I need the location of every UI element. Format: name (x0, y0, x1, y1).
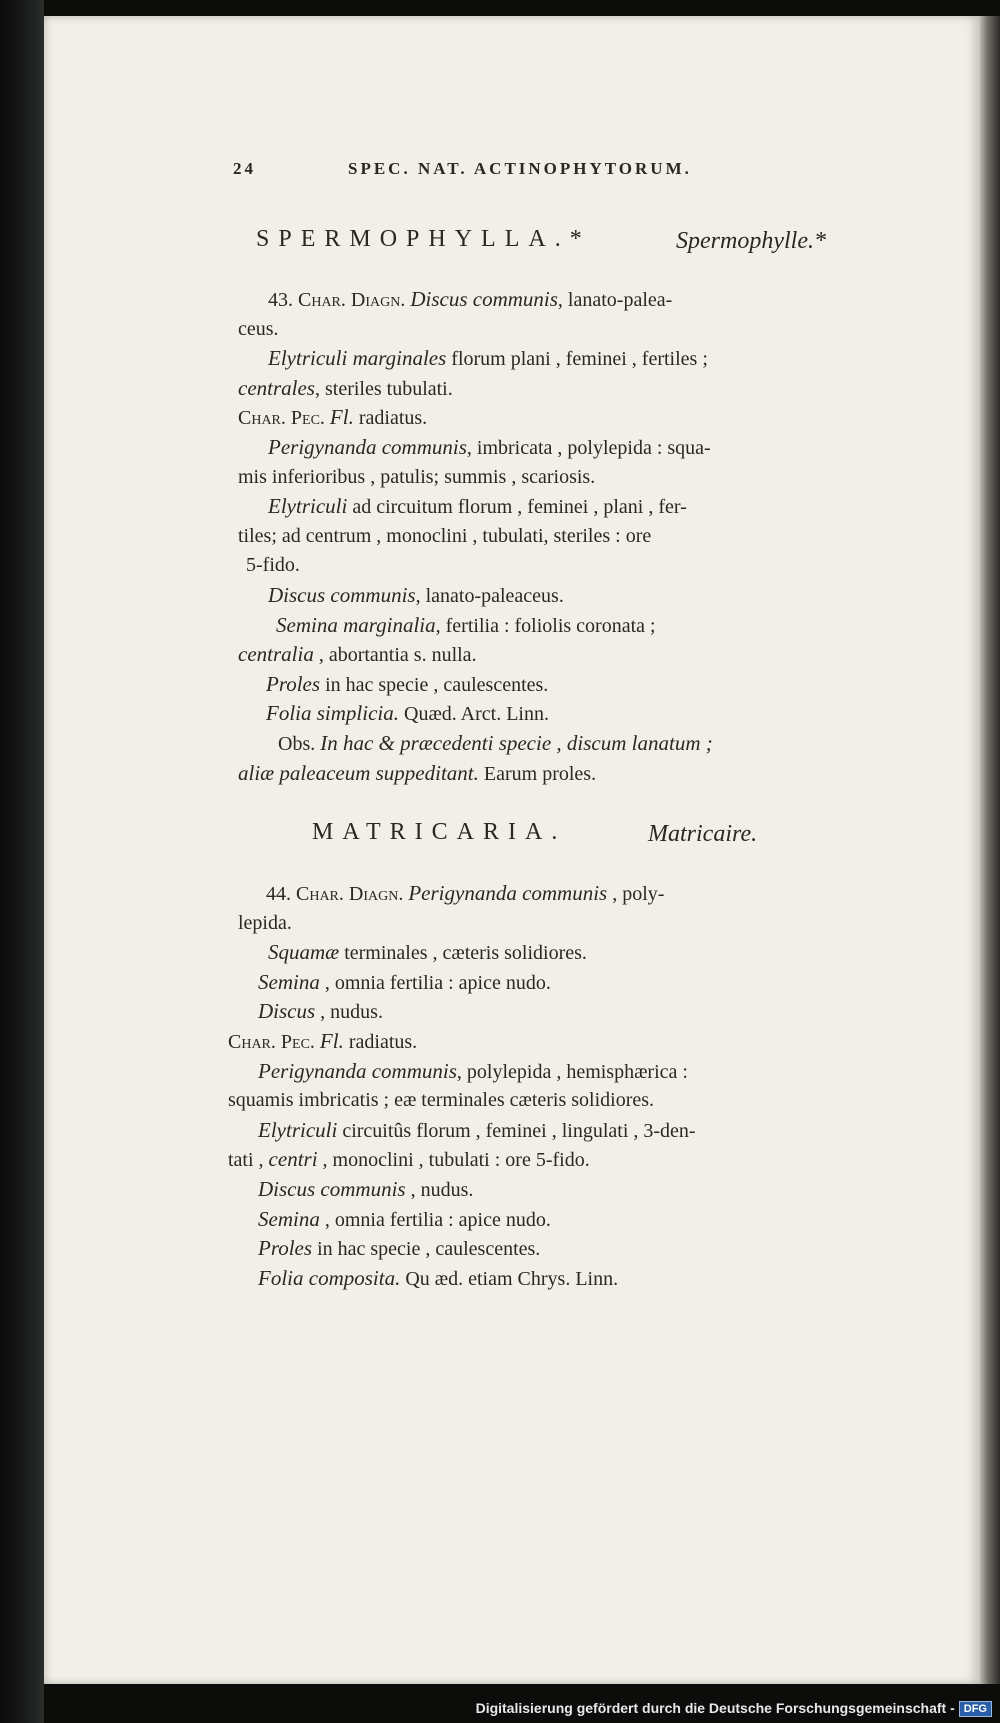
genus1-text-line (238, 316, 279, 342)
text-segment: 43. (268, 289, 293, 311)
text-segment: in hac specie , caulescentes. (312, 1238, 541, 1260)
scanner-background-left (0, 0, 44, 1723)
text-segment: Discus (258, 999, 316, 1023)
text-segment: , nudus. (315, 1001, 383, 1023)
text-segment: 44. (266, 883, 291, 905)
book-page (44, 16, 980, 1684)
text-segment: Perigynanda communis (258, 1059, 457, 1083)
text-segment: florum plani , feminei , fertiles ; (446, 348, 708, 370)
text-segment: circuitûs florum , feminei , lingulati , 3-den- (337, 1120, 696, 1142)
genus1-text-line (238, 404, 427, 431)
genus1-text-line (238, 641, 477, 668)
text-segment: Proles (266, 672, 321, 696)
text-segment: Elytriculi marginales (268, 346, 447, 370)
genus2-text-line (258, 1176, 473, 1203)
genus1-text-line (268, 582, 564, 609)
text-segment: Char. Pec. (238, 407, 330, 429)
genus-heading-spermophylla: SPERMOPHYLLA.* (256, 226, 591, 252)
text-segment: , fertilia : foliolis coronata ; (435, 615, 656, 637)
text-segment: , imbricata , polylepida : squa- (466, 437, 711, 459)
genus2-text-line (258, 1235, 540, 1262)
running-title: SPEC. NAT. ACTINOPHYTORUM. (348, 159, 692, 178)
text-segment: 5-fido. (246, 554, 300, 576)
text-segment: ceus. (238, 318, 279, 340)
digitization-credit-text: Digitalisierung gefördert durch die Deutsche Forschungsgemeinschaft - (475, 1699, 955, 1716)
text-segment: centrales (238, 376, 315, 400)
genus2-text-line (258, 1058, 688, 1085)
genus2-text-line (228, 1028, 417, 1055)
text-segment: in hac specie , caulescentes. (320, 674, 549, 696)
genus2-text-line (258, 969, 551, 996)
text-segment: Char. Pec. (228, 1031, 320, 1053)
text-segment: , polylepida , hemisphærica : (456, 1061, 688, 1083)
text-segment: Squamæ (268, 940, 340, 964)
genus1-text-line (238, 464, 595, 490)
text-segment: centralia (238, 642, 314, 666)
text-segment: , lanato-paleaceus. (415, 585, 564, 607)
genus1-text-line (238, 375, 453, 402)
text-segment: Folia simplicia. (266, 701, 399, 725)
text-segment: ad circuitum florum , feminei , plani , fer- (347, 496, 687, 518)
text-segment: Fl. (319, 1029, 344, 1053)
genus1-text-line (238, 523, 651, 549)
text-segment: Semina (258, 1207, 320, 1231)
text-segment: Earum proles. (478, 763, 597, 785)
text-segment: mis inferioribus , patulis; summis , scariosis. (238, 466, 596, 488)
text-segment: lepida. (238, 912, 292, 934)
text-segment: radiatus. (353, 407, 428, 429)
text-segment: In hac & præcedenti specie , discum lanatum ; (320, 731, 713, 755)
text-segment: , nudus. (405, 1179, 474, 1201)
text-segment: radiatus. (343, 1031, 418, 1053)
genus1-text-line (238, 760, 596, 787)
text-segment: Discus communis (258, 1177, 406, 1201)
text-segment: , monoclini , tubulati : ore 5-fido. (317, 1149, 590, 1171)
text-segment: centri (268, 1147, 318, 1171)
genus2-text-line (266, 880, 664, 907)
text-segment: tiles; ad centrum , monoclini , tubulati, steriles : ore (238, 525, 652, 547)
text-segment: Proles (258, 1236, 313, 1260)
text-segment: tati , (228, 1149, 269, 1171)
text-segment: Folia composita. (258, 1266, 401, 1290)
genus1-text-line (278, 730, 713, 757)
genus2-text-line (228, 1146, 590, 1173)
genus-heading-matricaria: MATRICARIA. (312, 819, 567, 845)
genus1-text-line (266, 671, 548, 698)
genus1-text-line (268, 345, 708, 372)
dfg-logo: DFG (959, 1701, 992, 1717)
genus1-text-line (268, 286, 672, 313)
text-segment: , lanato-palea- (557, 289, 673, 311)
text-segment: Discus communis (410, 287, 558, 311)
genus2-text-line (238, 910, 292, 936)
genus-vernacular-spermophylle: Spermophylle.* (676, 228, 826, 254)
genus1-text-line (268, 434, 711, 461)
text-segment: Char. Diagn. (293, 289, 411, 311)
text-segment: Perigynanda communis (408, 881, 608, 905)
digitization-credit (476, 1700, 992, 1717)
genus2-text-line (258, 998, 383, 1025)
genus1-text-line (246, 552, 300, 578)
text-segment: Semina (258, 970, 320, 994)
text-segment: Elytriculi (258, 1118, 338, 1142)
text-segment: Char. Diagn. (291, 883, 409, 905)
genus1-text-line (268, 493, 687, 520)
genus2-text-line (258, 1206, 551, 1233)
genus2-text-line (258, 1265, 618, 1292)
genus2-text-line (258, 1117, 696, 1144)
genus1-text-line (276, 612, 656, 639)
text-segment: Fl. (329, 405, 354, 429)
text-segment: Elytriculi (268, 494, 348, 518)
text-segment: , poly- (607, 883, 665, 905)
text-segment: squamis imbricatis ; eæ terminales cæteris solidiores. (228, 1089, 655, 1111)
text-segment: Discus communis (268, 583, 416, 607)
text-segment: , omnia fertilia : apice nudo. (319, 1209, 551, 1231)
text-segment: Perigynanda communis (268, 435, 467, 459)
text-segment: aliæ paleaceum suppeditant. (238, 761, 479, 785)
text-segment: Qu æd. etiam Chrys. Linn. (400, 1268, 619, 1290)
genus2-text-line (228, 1087, 654, 1113)
text-segment: Semina marginalia (276, 613, 436, 637)
genus1-text-line (266, 700, 549, 727)
genus-vernacular-matricaire: Matricaire. (648, 821, 758, 847)
text-segment: Quæd. Arct. Linn. (399, 703, 549, 725)
text-segment: terminales , cæteris solidiores. (339, 942, 587, 964)
page-number: 24 (233, 159, 256, 178)
page-edge-right (980, 16, 1000, 1684)
text-segment: Obs. (278, 733, 321, 755)
text-segment: , steriles tubulati. (314, 378, 453, 400)
text-segment: , abortantia s. nulla. (313, 644, 477, 666)
genus2-text-line (268, 939, 587, 966)
text-segment: , omnia fertilia : apice nudo. (319, 972, 551, 994)
